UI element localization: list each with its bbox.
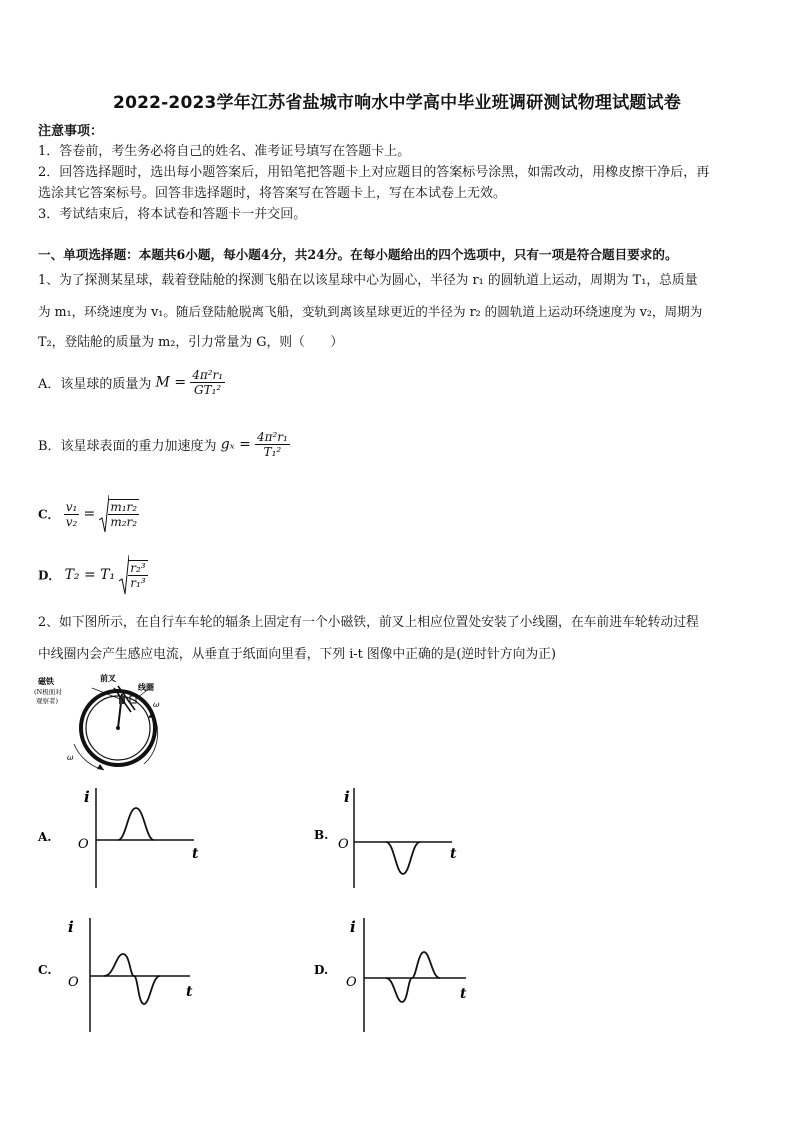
graph-b-curve bbox=[386, 842, 420, 874]
q1-line-1: 1、为了探测某星球，载着登陆舱的探测飞船在以该星球中心为圆心，半径为 r₁ 的圆轨道上运动，周期为 T₁，总质量 bbox=[38, 273, 698, 288]
graph-d-curve bbox=[386, 952, 440, 1002]
section-heading: 一、单项选择题：本题共6小题，每小题4分，共24分。在每小题给出的四个选项中，只有一项是符合题目要求的。 bbox=[38, 247, 678, 262]
graph-d-label: D. bbox=[314, 963, 329, 977]
omega-label-right: ω bbox=[153, 700, 160, 709]
notice-item-1: 1．答卷前，考生务必将自己的姓名、准考证号填写在答题卡上。 bbox=[38, 144, 411, 159]
q1-line-2: 为 m₁，环绕速度为 v₁。随后登陆舱脱离飞船，变轨到离该星球更近的半径为 r₂ 的圆轨道上运动环绕速度为 v₂，周期为 bbox=[38, 304, 703, 319]
q1-option-d-radicand: $\frac{\text{r₂³}}{\text{r₁³}}$ bbox=[130, 561, 146, 590]
q1-option-a: A．该星球的质量为 M = $\frac{\text{4π²r₁}}{\text{GT₁²}}$ bbox=[38, 368, 224, 397]
magnet-label: 磁铁 bbox=[38, 676, 54, 686]
page-title: 2022-2023学年江苏省盐城市响水中学高中毕业班调研测试物理试题试卷 bbox=[113, 93, 681, 113]
q1-option-b-fraction: $\frac{\text{4π²r₁}}{\text{T₁²}}$ bbox=[256, 430, 288, 459]
fork-label: 前叉 bbox=[100, 673, 116, 683]
q1-line-3: T₂，登陆舱的质量为 m₂，引力常量为 G，则（ ） bbox=[38, 335, 344, 350]
wheel-icon bbox=[81, 691, 155, 765]
bicycle-wheel-figure bbox=[34, 672, 174, 772]
q1-option-a-fraction: $\frac{\text{4π²r₁}}{\text{GT₁²}}$ bbox=[192, 368, 224, 397]
graph-c-curve bbox=[104, 954, 160, 1004]
graph-c-origin: O bbox=[68, 975, 79, 990]
graph-a-label: A. bbox=[38, 830, 52, 844]
graph-c-ylabel: i bbox=[68, 918, 74, 936]
graph-b-label: B. bbox=[314, 828, 329, 842]
graph-c-xlabel: t bbox=[186, 984, 193, 1000]
q2-line-2: 中线圈内会产生感应电流，从垂直于纸面向里看，下列 i-t 图像中正确的是(逆时针方向为正) bbox=[38, 647, 556, 662]
q1-option-c-radicand: $\frac{\text{m₁r₂}}{\text{m₂r₂}}$ bbox=[110, 500, 138, 529]
magnet-note-2: 观察者) bbox=[36, 697, 59, 705]
q1-option-c-left-fraction: $\frac{\text{v₁}}{\text{v₂}}$ bbox=[65, 499, 78, 529]
graph-d-origin: O bbox=[346, 975, 357, 990]
notice-heading: 注意事项： bbox=[38, 124, 104, 139]
graph-a-curve bbox=[118, 808, 154, 840]
notice-item-3: 3．考试结束后，将本试卷和答题卡一并交回。 bbox=[38, 207, 307, 222]
graph-b-origin: O bbox=[338, 837, 349, 852]
omega-label-left: ω bbox=[67, 753, 74, 762]
graph-option-b bbox=[310, 784, 490, 894]
coil-label: 线圈 bbox=[138, 682, 154, 692]
graph-d-ylabel: i bbox=[350, 918, 356, 936]
q1-option-b: B．该星球表面的重力加速度为 gₓ = $\frac{\text{4π²r₁}}{\text{T₁²}}$ bbox=[38, 430, 288, 459]
graph-option-d bbox=[310, 912, 490, 1034]
graph-a-ylabel: i bbox=[84, 788, 90, 806]
graph-a-xlabel: t bbox=[192, 846, 199, 862]
notice-item-2: 2．回答选择题时，选出每小题答案后，用铅笔把答题卡上对应题目的答案标号涂黑，如需改动，用橡皮擦干净后，再 bbox=[38, 165, 710, 180]
graph-a-origin: O bbox=[78, 837, 89, 852]
graph-d-xlabel: t bbox=[460, 986, 467, 1002]
q2-line-1: 2、如下图所示，在自行车车轮的辐条上固定有一个小磁铁，前叉上相应位置处安装了小线圈，在车前进车轮转动过程 bbox=[38, 615, 699, 630]
notice-item-2-cont: 选涂其它答案标号。回答非选择题时，将答案写在答题卡上，写在本试卷上无效。 bbox=[38, 186, 507, 201]
graph-option-c bbox=[34, 912, 214, 1034]
graph-b-xlabel: t bbox=[450, 846, 457, 862]
graph-b-ylabel: i bbox=[344, 788, 350, 806]
graph-c-label: C. bbox=[38, 963, 52, 977]
q1-option-d: D． T₂ = T₁ $\frac{\text{r₂³}}{\text{r₁³}}$ bbox=[38, 554, 148, 596]
graph-option-a bbox=[34, 784, 214, 894]
q1-option-c: C． $\frac{\text{v₁}}{\text{v₂}}$ = $\frac{\text{m₁r₂}}{\text{m₂r₂}}$ bbox=[38, 494, 139, 534]
magnet-note-1: (N极面对 bbox=[34, 688, 62, 696]
